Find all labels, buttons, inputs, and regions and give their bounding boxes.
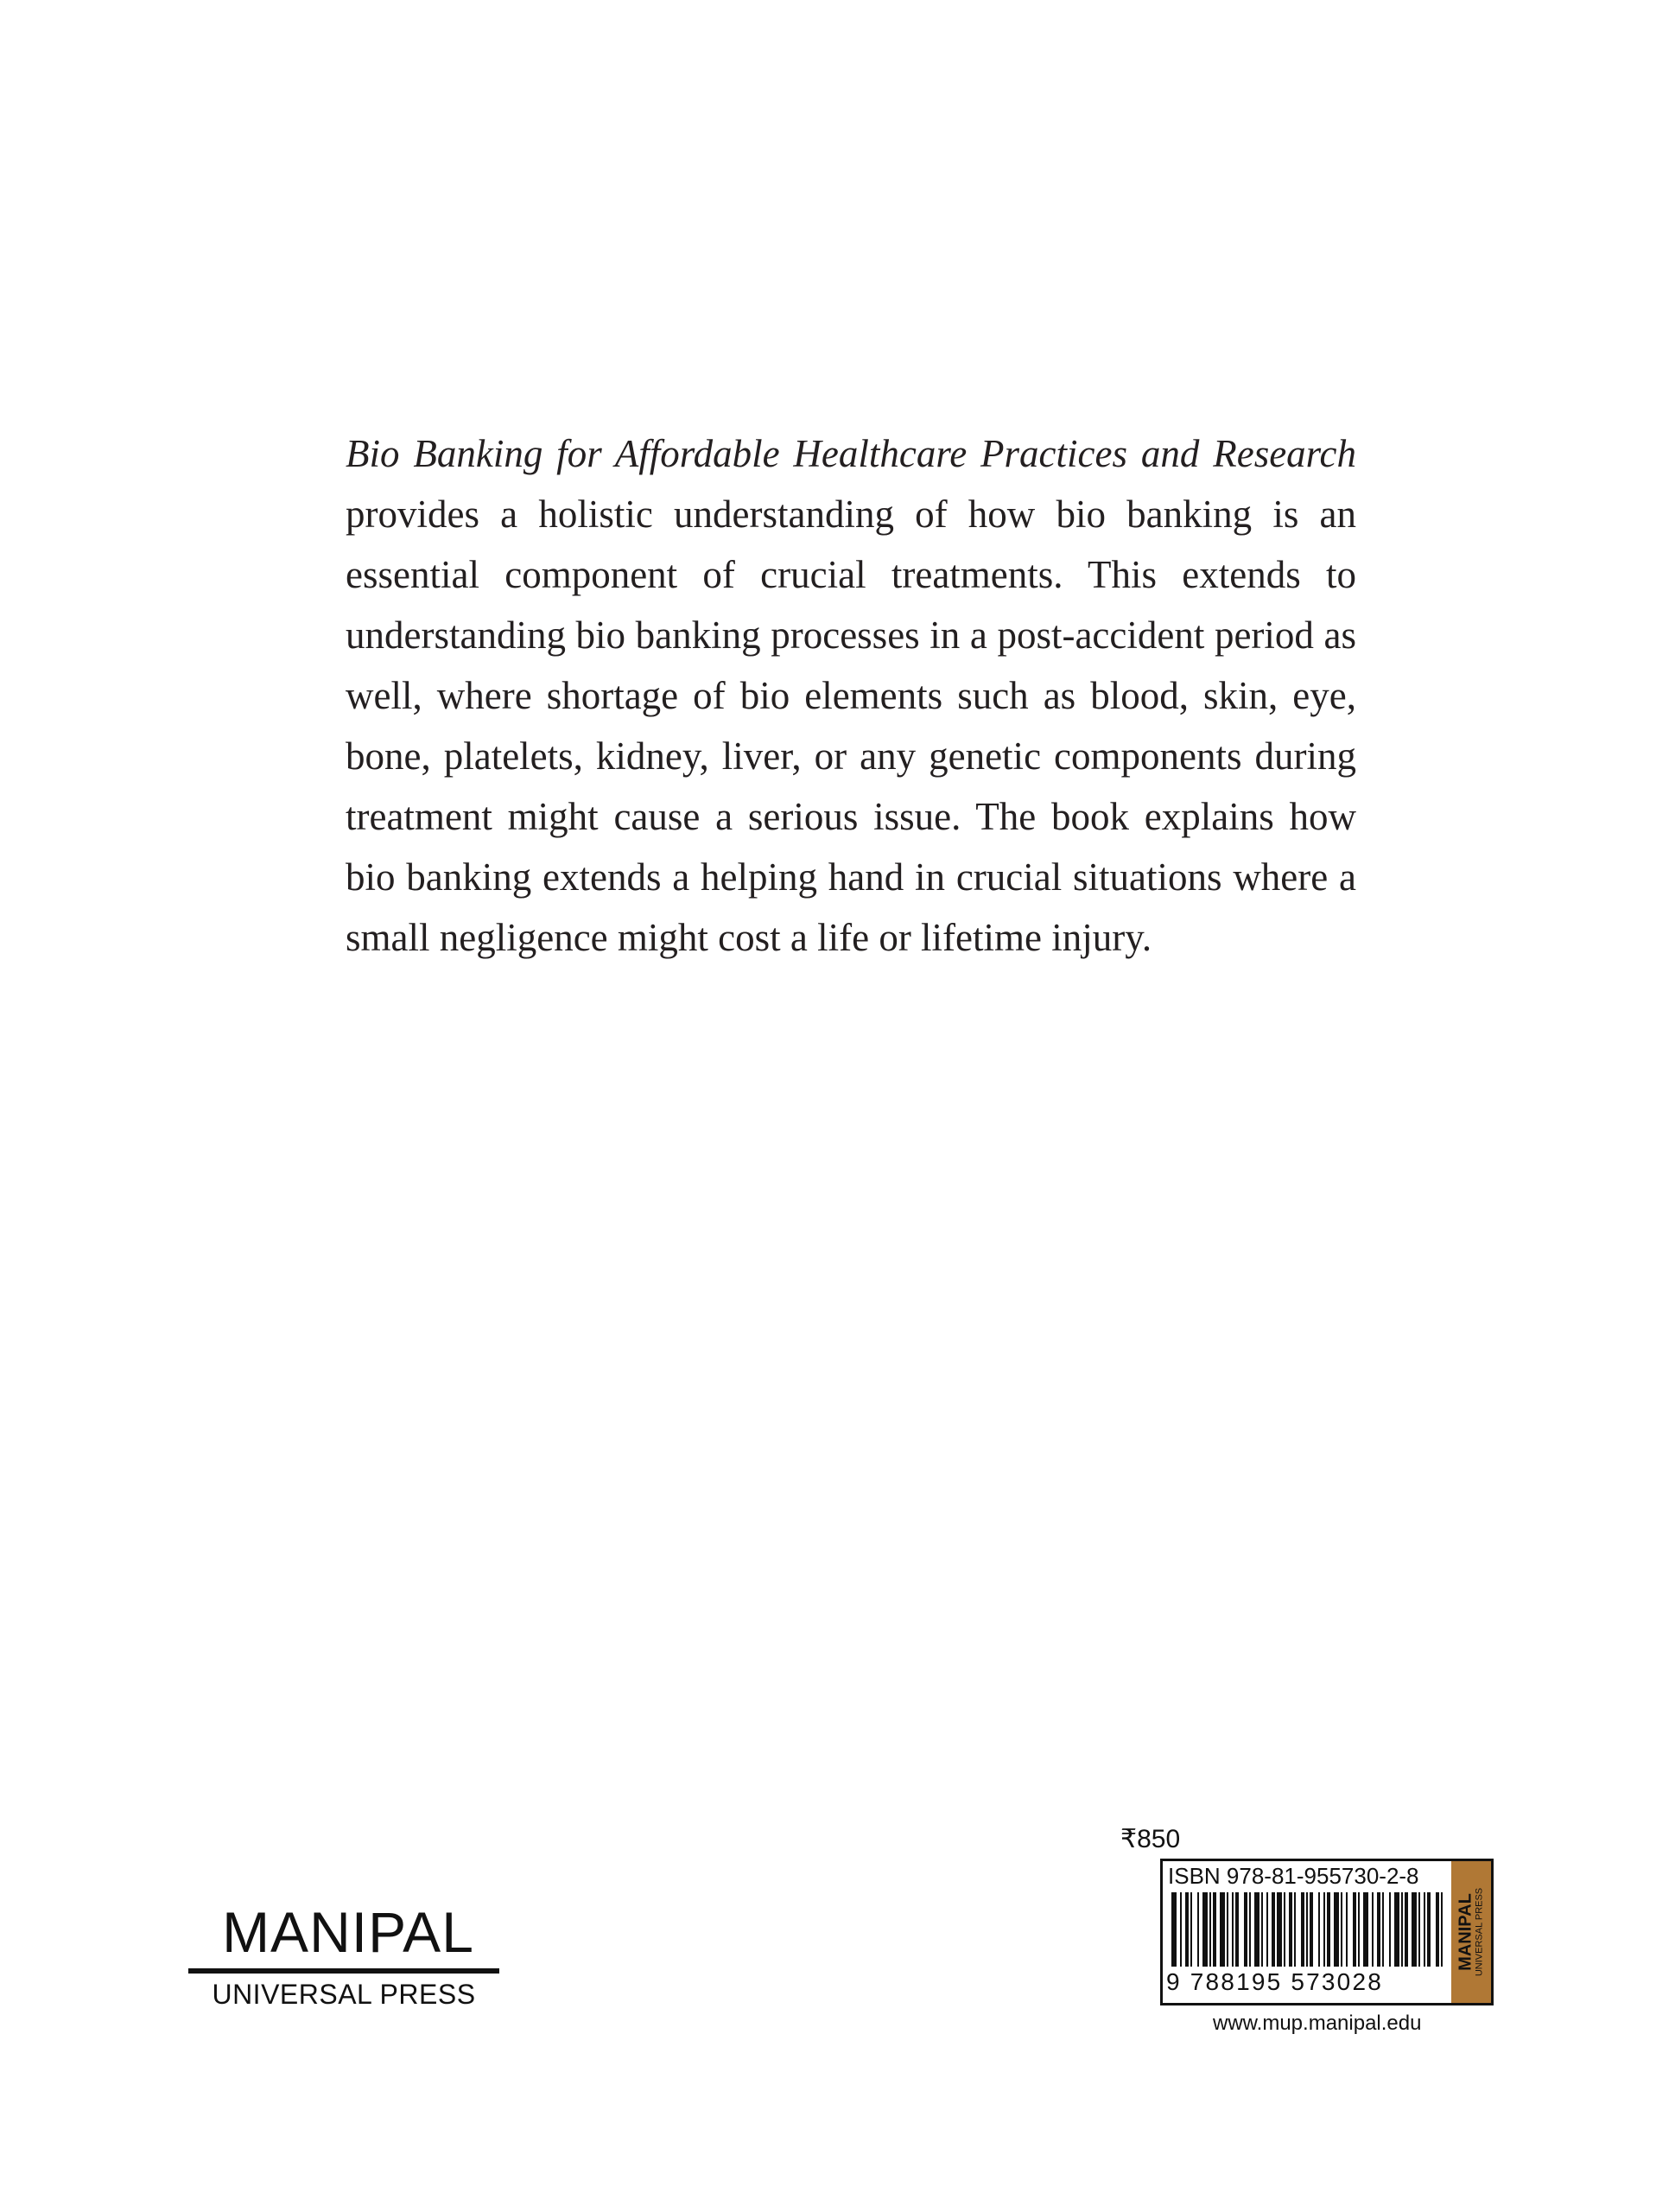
- barcode-bar: [1418, 1892, 1420, 1967]
- back-cover-blurb: [346, 423, 1356, 968]
- barcode-bar: [1289, 1892, 1292, 1967]
- barcode-bar: [1185, 1892, 1189, 1967]
- barcode-bar: [1284, 1892, 1285, 1967]
- barcode-bar: [1323, 1892, 1325, 1967]
- press-strip-sub: UNIVERSAL PRESS: [1474, 1887, 1485, 1977]
- barcode-bar: [1209, 1892, 1211, 1967]
- blurb-text: provides a holistic understanding of how bio banking is an essential component of crucial treatments. This extends to understanding bio banking processes in a post-accident period as well, where shortage of bio elements such as blood, skin, eye, bone, platelets, kidney, liver, or any genetic components during treatment might cause a serious issue. The book explains how bio banking extends a helping hand in crucial situations where a small negligence might cost a life or lifetime injury.: [346, 493, 1356, 959]
- press-strip-label: [1457, 1888, 1486, 1976]
- barcode-bar: [1213, 1892, 1216, 1967]
- barcode-digits: 9 788195 573028: [1166, 1968, 1383, 1995]
- barcode-bar: [1372, 1892, 1374, 1967]
- barcode-bar: [1249, 1892, 1251, 1967]
- barcode-bar: [1171, 1892, 1177, 1967]
- isbn-label: ISBN 978-81-955730-2-8: [1168, 1863, 1419, 1889]
- isbn-barcode-block: [1160, 1859, 1494, 2005]
- barcode-bars: [1170, 1892, 1448, 1967]
- barcode-bar: [1272, 1892, 1275, 1967]
- barcode-bar: [1334, 1892, 1339, 1967]
- barcode-bar: [1310, 1892, 1313, 1967]
- logo-sub-text: UNIVERSAL PRESS: [212, 1979, 476, 2010]
- barcode-bar: [1190, 1892, 1192, 1967]
- barcode-bar: [1220, 1892, 1225, 1967]
- barcode-bar: [1227, 1892, 1228, 1967]
- barcode-bar: [1180, 1892, 1182, 1967]
- barcode-bar: [1405, 1892, 1408, 1967]
- barcode-bar: [1427, 1892, 1431, 1967]
- barcode-bar: [1377, 1892, 1380, 1967]
- book-title: Bio Banking for Affordable Healthcare Practices and Research: [346, 432, 1356, 475]
- barcode-bar: [1346, 1892, 1348, 1967]
- barcode-bar: [1353, 1892, 1356, 1967]
- barcode-bar: [1277, 1892, 1282, 1967]
- barcode-bar: [1197, 1892, 1199, 1967]
- barcode-bar: [1301, 1892, 1304, 1967]
- barcode-bar: [1294, 1892, 1296, 1967]
- barcode-bar: [1266, 1892, 1268, 1967]
- price-label: ₹850: [1120, 1825, 1181, 1853]
- barcode-bar: [1358, 1892, 1360, 1967]
- barcode-bar: [1254, 1892, 1259, 1967]
- barcode-bar: [1363, 1892, 1368, 1967]
- barcode-bar: [1382, 1892, 1384, 1967]
- press-color-strip: [1451, 1861, 1491, 2003]
- logo-divider: [188, 1968, 499, 1974]
- barcode-bar: [1202, 1892, 1208, 1967]
- barcode-bar: [1261, 1892, 1263, 1967]
- barcode-bar: [1412, 1892, 1417, 1967]
- barcode-bar: [1424, 1892, 1425, 1967]
- barcode-bar: [1306, 1892, 1308, 1967]
- barcode-bar: [1394, 1892, 1399, 1967]
- barcode-bar: [1232, 1892, 1234, 1967]
- barcode-bar: [1318, 1892, 1320, 1967]
- logo-main-text: MANIPAL: [222, 1900, 474, 1964]
- barcode-bar: [1341, 1892, 1342, 1967]
- barcode-bar: [1436, 1892, 1439, 1967]
- barcode-bar: [1327, 1892, 1330, 1967]
- publisher-logo: [188, 1901, 499, 2010]
- barcode-bar: [1401, 1892, 1403, 1967]
- barcode-bar: [1235, 1892, 1239, 1967]
- barcode-bar: [1244, 1892, 1247, 1967]
- barcode-bar: [1389, 1892, 1391, 1967]
- barcode-bar: [1441, 1892, 1443, 1967]
- publisher-website: www.mup.manipal.edu: [1213, 2012, 1422, 2035]
- press-strip-main: MANIPAL: [1456, 1893, 1475, 1971]
